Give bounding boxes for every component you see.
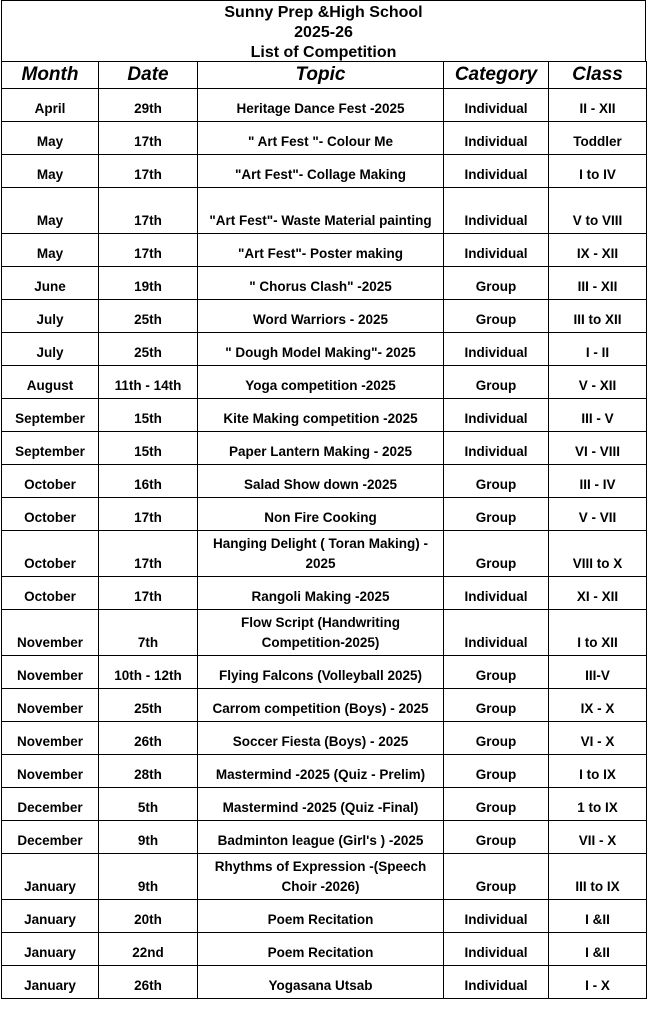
cell-class: I to IX [549, 755, 647, 788]
cell-month: May [2, 122, 99, 155]
cell-topic: Carrom competition (Boys) - 2025 [198, 689, 444, 722]
cell-class: V - VII [549, 498, 647, 531]
table-row [2, 933, 647, 966]
cell-category: Individual [444, 234, 549, 267]
cell-category: Individual [444, 432, 549, 465]
cell-category: Group [444, 498, 549, 531]
cell-topic: Kite Making competition -2025 [198, 399, 444, 432]
cell-topic: Non Fire Cooking [198, 498, 444, 531]
cell-topic: Yoga competition -2025 [198, 366, 444, 399]
cell-month: November [2, 722, 99, 755]
cell-topic: Poem Recitation [198, 900, 444, 933]
table-row [2, 689, 647, 722]
cell-date: 28th [99, 755, 198, 788]
cell-date: 25th [99, 333, 198, 366]
cell-topic: Rangoli Making -2025 [198, 577, 444, 610]
cell-class: III - XII [549, 267, 647, 300]
cell-month: July [2, 300, 99, 333]
cell-date: 17th [99, 122, 198, 155]
cell-class: III - IV [549, 465, 647, 498]
table-row [2, 722, 647, 755]
cell-class: XI - XII [549, 577, 647, 610]
cell-category: Group [444, 465, 549, 498]
table-row [2, 333, 647, 366]
cell-month: November [2, 755, 99, 788]
table-row [2, 900, 647, 933]
table-row [2, 366, 647, 399]
cell-class: III to IX [549, 854, 647, 900]
table-row [2, 577, 647, 610]
cell-date: 17th [99, 498, 198, 531]
cell-category: Group [444, 656, 549, 689]
cell-topic: " Dough Model Making"- 2025 [198, 333, 444, 366]
cell-month: May [2, 234, 99, 267]
cell-month: May [2, 155, 99, 188]
cell-topic: Paper Lantern Making - 2025 [198, 432, 444, 465]
column-header-class: Class [549, 62, 647, 89]
sheet-subtitle: List of Competition [250, 44, 397, 61]
cell-date: 5th [99, 788, 198, 821]
cell-topic: Flow Script (Handwriting Competition-2025) [198, 610, 444, 656]
cell-category: Individual [444, 89, 549, 122]
cell-topic: Rhythms of Expression -(Speech Choir -2026) [198, 854, 444, 900]
cell-month: December [2, 821, 99, 854]
cell-month: October [2, 465, 99, 498]
cell-topic: Flying Falcons (Volleyball 2025) [198, 656, 444, 689]
column-header-month: Month [2, 62, 99, 89]
cell-class: III to XII [549, 300, 647, 333]
table-row [2, 966, 647, 999]
cell-date: 25th [99, 689, 198, 722]
header-row [2, 62, 647, 89]
cell-class: VI - VIII [549, 432, 647, 465]
cell-category: Group [444, 755, 549, 788]
cell-class: V - XII [549, 366, 647, 399]
cell-topic: "Art Fest"- Waste Material painting [198, 188, 444, 234]
column-header-topic: Topic [198, 62, 444, 89]
cell-category: Group [444, 854, 549, 900]
cell-date: 17th [99, 531, 198, 577]
cell-class: V to VIII [549, 188, 647, 234]
cell-topic: Badminton league (Girl's ) -2025 [198, 821, 444, 854]
cell-month: April [2, 89, 99, 122]
cell-topic: Yogasana Utsab [198, 966, 444, 999]
cell-category: Individual [444, 966, 549, 999]
cell-date: 7th [99, 610, 198, 656]
competition-sheet [1, 0, 646, 999]
cell-month: September [2, 399, 99, 432]
table-row [2, 188, 647, 234]
cell-topic: Word Warriors - 2025 [198, 300, 444, 333]
cell-topic: Salad Show down -2025 [198, 465, 444, 498]
table-row [2, 399, 647, 432]
cell-date: 15th [99, 432, 198, 465]
cell-month: January [2, 900, 99, 933]
cell-topic: Poem Recitation [198, 933, 444, 966]
cell-date: 26th [99, 722, 198, 755]
cell-category: Individual [444, 188, 549, 234]
competition-table [1, 61, 647, 999]
cell-month: October [2, 498, 99, 531]
cell-month: January [2, 966, 99, 999]
cell-category: Group [444, 722, 549, 755]
cell-category: Group [444, 788, 549, 821]
title-block [1, 0, 646, 61]
cell-topic: Soccer Fiesta (Boys) - 2025 [198, 722, 444, 755]
cell-date: 29th [99, 89, 198, 122]
table-row [2, 234, 647, 267]
table-row [2, 267, 647, 300]
cell-category: Group [444, 366, 549, 399]
cell-topic: "Art Fest"- Poster making [198, 234, 444, 267]
table-row [2, 531, 647, 577]
cell-month: November [2, 689, 99, 722]
cell-class: VII - X [549, 821, 647, 854]
cell-class: IX - XII [549, 234, 647, 267]
cell-category: Individual [444, 122, 549, 155]
cell-month: December [2, 788, 99, 821]
table-row [2, 788, 647, 821]
cell-date: 19th [99, 267, 198, 300]
cell-month: January [2, 854, 99, 900]
cell-topic: " Chorus Clash" -2025 [198, 267, 444, 300]
cell-topic: Heritage Dance Fest -2025 [198, 89, 444, 122]
cell-month: June [2, 267, 99, 300]
cell-class: I to XII [549, 610, 647, 656]
column-header-category: Category [444, 62, 549, 89]
cell-category: Group [444, 300, 549, 333]
cell-category: Individual [444, 399, 549, 432]
table-row [2, 821, 647, 854]
table-row [2, 432, 647, 465]
cell-category: Individual [444, 610, 549, 656]
cell-date: 15th [99, 399, 198, 432]
cell-month: November [2, 610, 99, 656]
cell-class: II - XII [549, 89, 647, 122]
cell-topic: " Art Fest "- Colour Me [198, 122, 444, 155]
cell-category: Group [444, 531, 549, 577]
table-row [2, 122, 647, 155]
cell-class: IX - X [549, 689, 647, 722]
academic-year: 2025-26 [294, 24, 353, 41]
cell-topic: "Art Fest"- Collage Making [198, 155, 444, 188]
cell-date: 22nd [99, 933, 198, 966]
table-row [2, 498, 647, 531]
cell-date: 9th [99, 854, 198, 900]
cell-date: 20th [99, 900, 198, 933]
cell-month: September [2, 432, 99, 465]
column-header-date: Date [99, 62, 198, 89]
cell-topic: Mastermind -2025 (Quiz -Final) [198, 788, 444, 821]
cell-category: Individual [444, 333, 549, 366]
table-row [2, 610, 647, 656]
table-row [2, 89, 647, 122]
cell-class: III-V [549, 656, 647, 689]
cell-category: Individual [444, 933, 549, 966]
cell-class: VIII to X [549, 531, 647, 577]
cell-month: October [2, 577, 99, 610]
cell-date: 17th [99, 577, 198, 610]
cell-month: July [2, 333, 99, 366]
table-row [2, 755, 647, 788]
table-row [2, 300, 647, 333]
cell-class: 1 to IX [549, 788, 647, 821]
table-row [2, 854, 647, 900]
cell-date: 25th [99, 300, 198, 333]
cell-class: III - V [549, 399, 647, 432]
cell-class: I - II [549, 333, 647, 366]
cell-date: 17th [99, 155, 198, 188]
cell-class: Toddler [549, 122, 647, 155]
cell-topic: Mastermind -2025 (Quiz - Prelim) [198, 755, 444, 788]
cell-date: 17th [99, 188, 198, 234]
table-row [2, 656, 647, 689]
cell-month: January [2, 933, 99, 966]
cell-class: I - X [549, 966, 647, 999]
table-row [2, 155, 647, 188]
cell-class: I &II [549, 933, 647, 966]
cell-topic: Hanging Delight ( Toran Making) - 2025 [198, 531, 444, 577]
school-name: Sunny Prep &High School [224, 4, 423, 21]
cell-date: 9th [99, 821, 198, 854]
cell-date: 26th [99, 966, 198, 999]
cell-date: 11th - 14th [99, 366, 198, 399]
table-row [2, 465, 647, 498]
cell-category: Group [444, 267, 549, 300]
cell-month: November [2, 656, 99, 689]
cell-class: I to IV [549, 155, 647, 188]
cell-month: August [2, 366, 99, 399]
cell-category: Individual [444, 155, 549, 188]
cell-month: October [2, 531, 99, 577]
cell-date: 10th - 12th [99, 656, 198, 689]
cell-category: Individual [444, 900, 549, 933]
cell-class: VI - X [549, 722, 647, 755]
cell-date: 17th [99, 234, 198, 267]
cell-category: Group [444, 821, 549, 854]
cell-date: 16th [99, 465, 198, 498]
cell-class: I &II [549, 900, 647, 933]
cell-category: Group [444, 689, 549, 722]
cell-category: Individual [444, 577, 549, 610]
cell-month: May [2, 188, 99, 234]
